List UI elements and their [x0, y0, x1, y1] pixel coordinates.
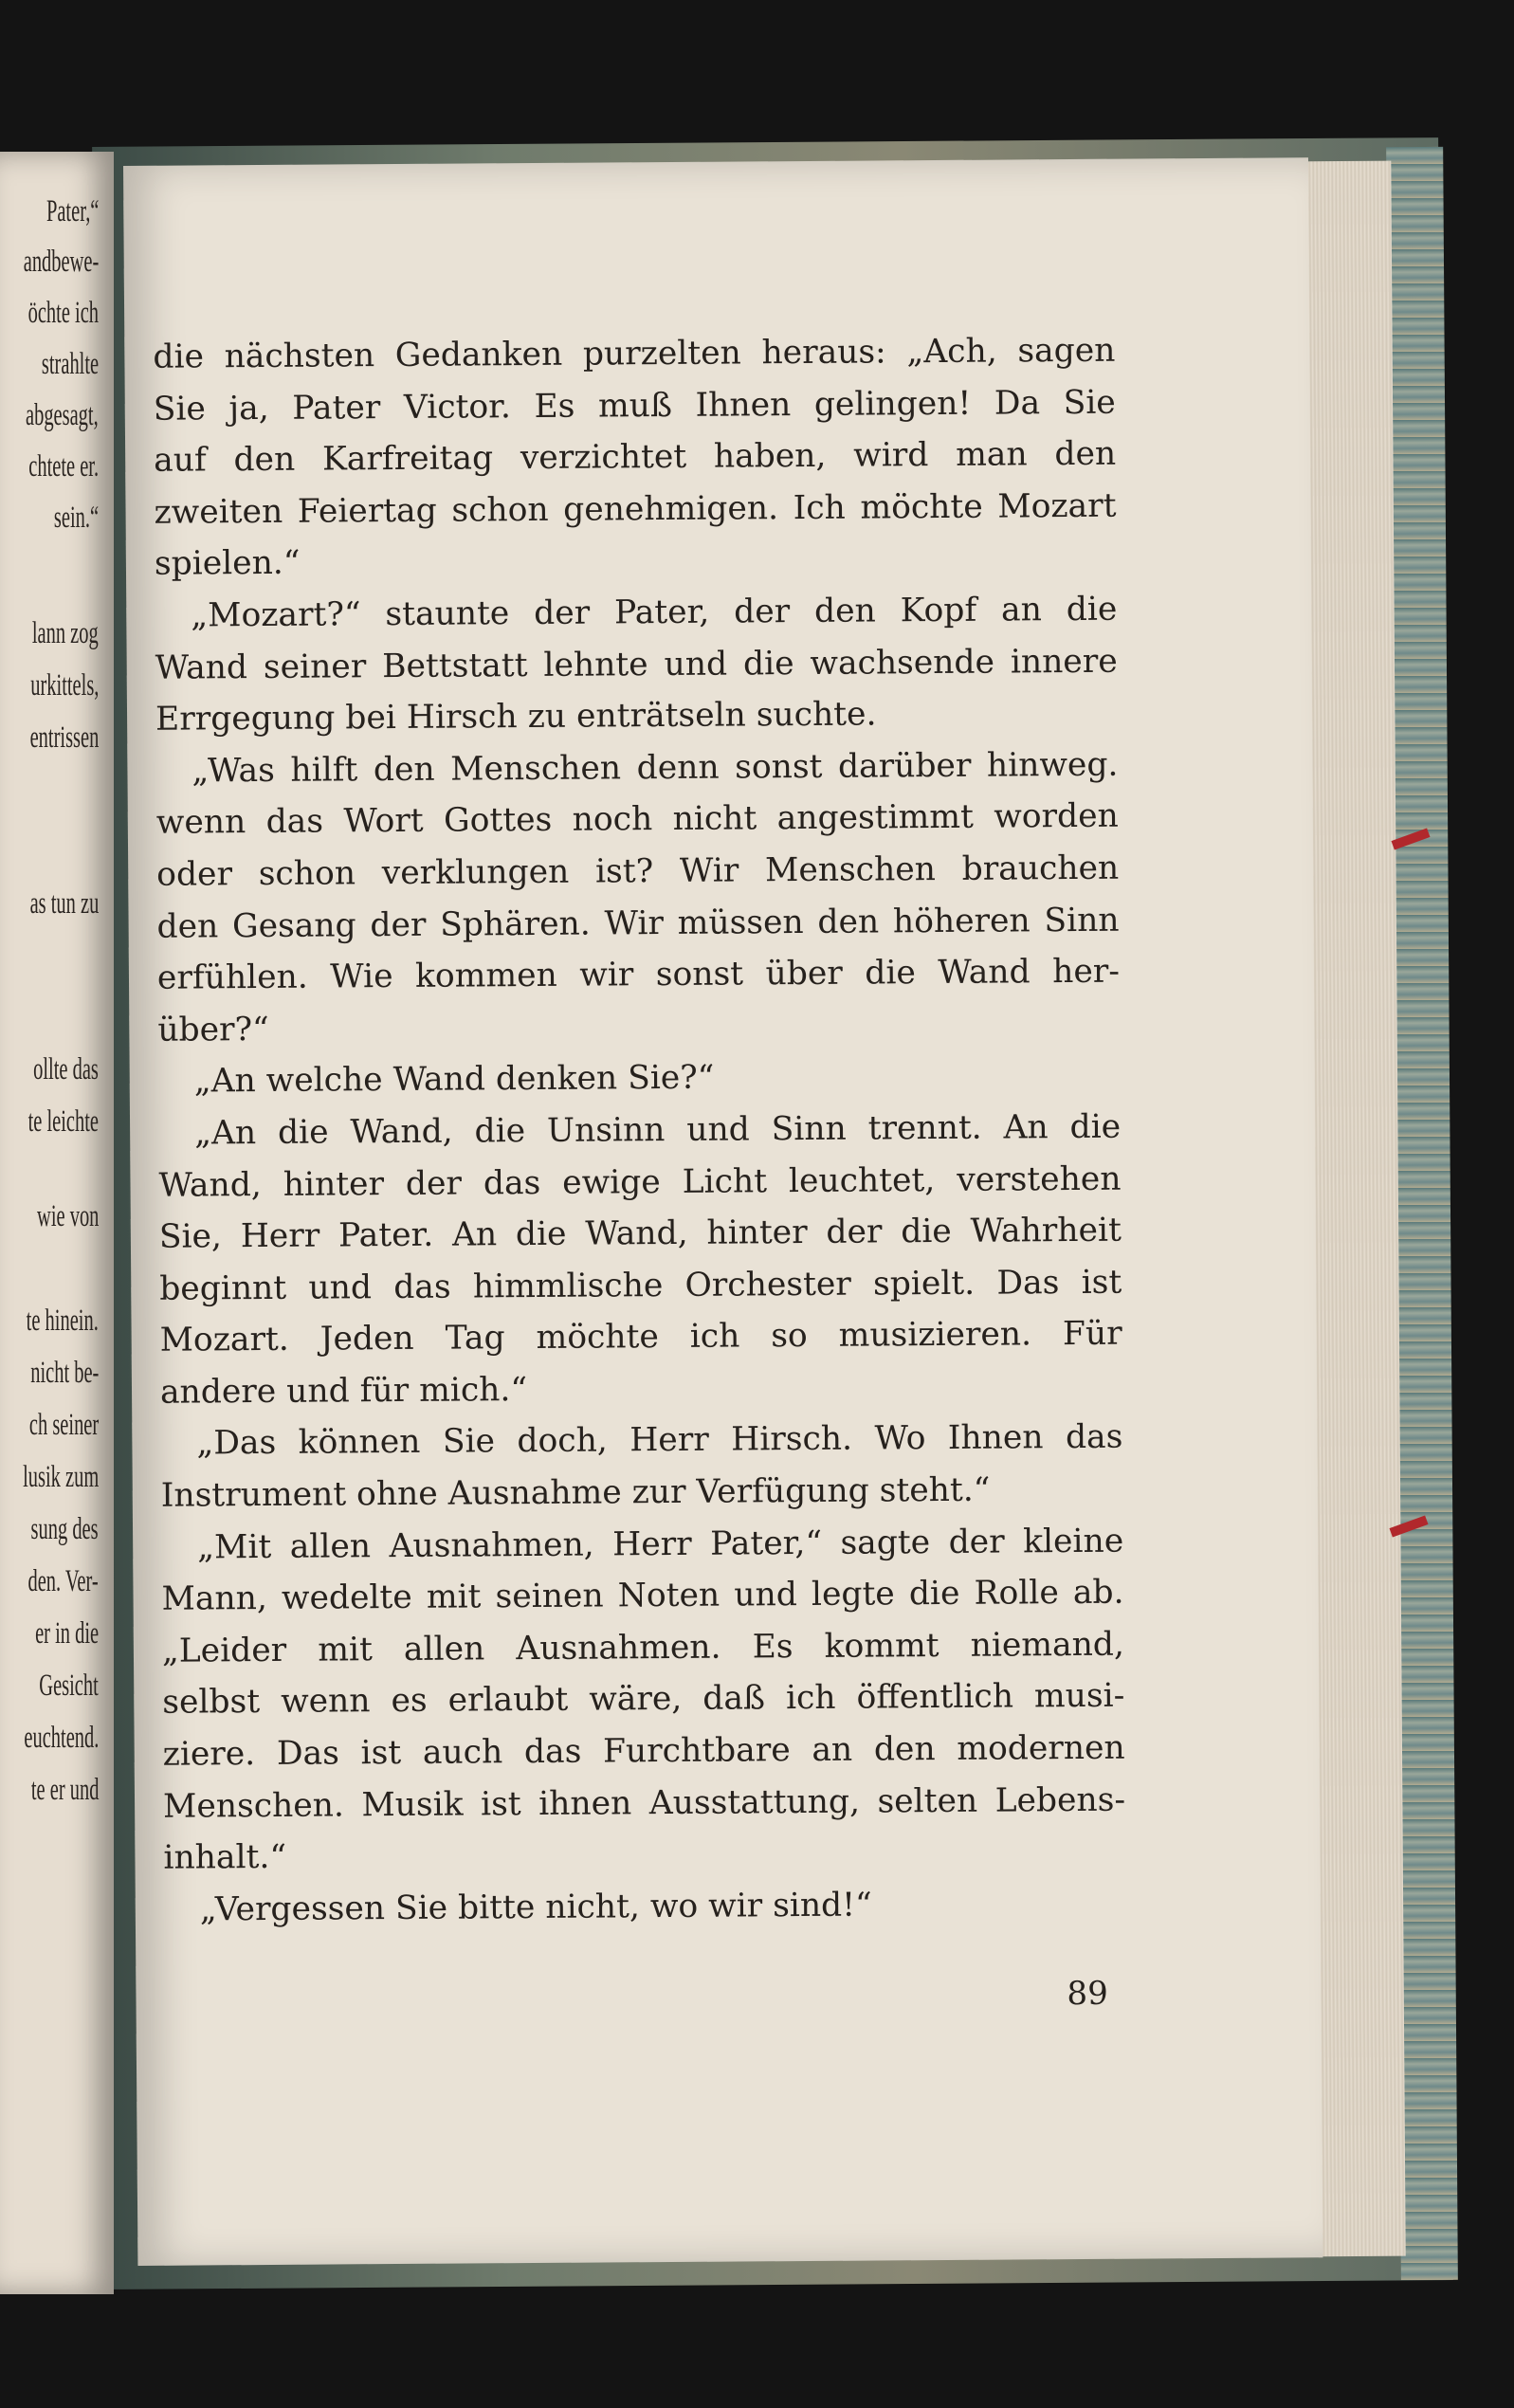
left-page-line: ollte das — [33, 1052, 99, 1086]
text-line: Mozart. Jeden Tag möchte ich so musizieren. Für — [159, 1314, 1122, 1360]
left-page-line: strahlte — [41, 347, 99, 381]
left-page-line: euchtend. — [24, 1721, 99, 1755]
text-line: zweiten Feiertag schon genehmigen. Ich möchte Mozart — [154, 486, 1117, 532]
text-line: ziere. Das ist auch das Furchtbare an den modernen — [162, 1728, 1125, 1774]
left-page-line: er in die — [34, 1616, 99, 1651]
left-page-line: te leichte — [27, 1104, 99, 1139]
text-line: Menschen. Musik ist ihnen Ausstattung, selten Lebens- — [162, 1780, 1126, 1826]
left-page-line: chtete er. — [28, 449, 99, 483]
text-line: über?“ — [157, 1010, 269, 1049]
left-page-line: entrissen — [29, 721, 99, 755]
text-line: Errgegung bei Hirsch zu enträtseln suchte. — [155, 695, 877, 739]
left-page-line: urkittels, — [29, 668, 99, 702]
left-page-line: Gesicht — [39, 1669, 99, 1703]
left-page-line: lusik zum — [22, 1460, 99, 1494]
text-line: Wand, hinter der das ewige Licht leuchtet, verstehen — [158, 1159, 1122, 1205]
left-page-line: lann zog — [32, 616, 99, 650]
text-line: „Leider mit allen Ausnahmen. Es kommt niemand, — [161, 1625, 1125, 1670]
left-page-line: nicht be- — [29, 1356, 99, 1390]
text-line: „Vergessen Sie bitte nicht, wo wir sind!“ — [199, 1886, 872, 1929]
text-line: Sie, Herr Pater. An die Wand, hinter der die Wahrheit — [158, 1211, 1122, 1256]
text-line: Mann, wedelte mit seinen Noten und legte die Rolle ab. — [161, 1573, 1124, 1619]
text-line: erfühlen. Wie kommen wir sonst über die Wand her- — [156, 952, 1121, 997]
left-page-line: sein.“ — [53, 501, 99, 535]
left-page-line: sung des — [30, 1512, 99, 1546]
text-line: „An die Wand, die Unsinn und Sinn trennt. An die — [193, 1107, 1122, 1153]
left-page-fragment — [0, 152, 114, 2294]
text-line: wenn das Wort Gottes noch nicht angestimmt worden — [155, 797, 1119, 843]
text-line: die nächsten Gedanken purzelten heraus: „Ach, sagen — [153, 331, 1116, 376]
text-line: „Was hilft den Menschen denn sonst darüber hinweg. — [192, 745, 1119, 791]
text-line: den Gesang der Sphären. Wir müssen den höheren Sinn — [156, 901, 1120, 946]
left-page-line: andbewe- — [23, 245, 99, 279]
left-page-line: te hinein. — [26, 1304, 99, 1338]
text-line: oder schon verklungen ist? Wir Menschen brauchen — [156, 848, 1120, 894]
left-page-line: öchte ich — [27, 296, 99, 330]
text-line: auf den Karfreitag verzichtet haben, wird man den — [154, 434, 1117, 480]
text-line: spielen.“ — [154, 544, 301, 584]
text-line: „Das können Sie doch, Herr Hirsch. Wo Ihnen das — [196, 1418, 1123, 1463]
text-line: inhalt.“ — [163, 1838, 287, 1877]
left-page-line: as tun zu — [29, 886, 99, 921]
text-line: Sie ja, Pater Victor. Es muß Ihnen gelingen! Da Sie — [153, 383, 1116, 429]
text-line: „An welche Wand denken Sie?“ — [193, 1058, 715, 1101]
text-line: beginnt und das himmlische Orchester spielt. Das ist — [159, 1263, 1122, 1308]
book-page — [123, 157, 1322, 2266]
page-number: 89 — [1067, 1974, 1108, 2014]
left-page-line: ch seiner — [28, 1408, 99, 1442]
text-line: „Mozart?“ staunte der Pater, der den Kopf an die — [191, 590, 1118, 635]
left-page-line: den. Ver- — [27, 1564, 99, 1598]
left-page-line: wie von — [36, 1199, 99, 1233]
left-page-line: te er und — [30, 1773, 99, 1807]
text-line: „Mit allen Ausnahmen, Herr Pater,“ sagte der kleine — [197, 1522, 1124, 1567]
text-line: selbst wenn es erlaubt wäre, daß ich öffentlich musi- — [162, 1677, 1125, 1723]
text-line: Wand seiner Bettstatt lehnte und die wachsende innere — [155, 642, 1118, 687]
text-line: andere und für mich.“ — [159, 1370, 528, 1412]
left-page-line: abgesagt, — [26, 398, 99, 432]
text-line: Instrument ohne Ausnahme zur Verfügung steht.“ — [160, 1470, 991, 1515]
page-text — [153, 325, 1126, 1936]
left-page-line: Pater,“ — [46, 194, 99, 228]
